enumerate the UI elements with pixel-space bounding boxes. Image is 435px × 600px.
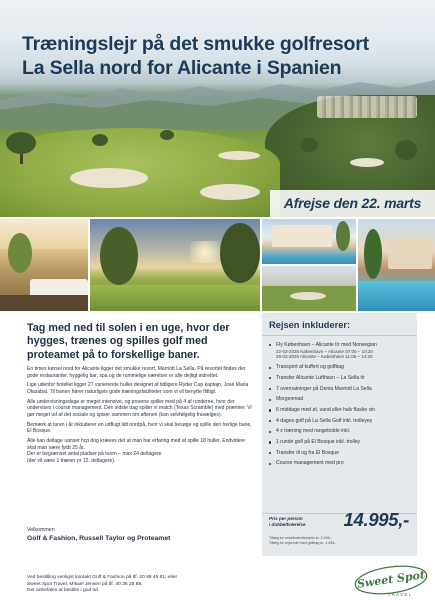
departure-badge: Afrejse den 22. marts (270, 190, 435, 217)
price-label (269, 516, 319, 528)
hotel-pool-photo (262, 219, 356, 264)
inclusion-item: Morgenmad (269, 396, 415, 403)
footer-line: Ved bestilling venligst kontakt Golf & Fashion på tlf. 20 89 45 81, eller (27, 575, 178, 580)
footer-line: Det anbefales at bestille i god tid. (27, 588, 100, 594)
supplement-line: Tillæg for enkeltværelsespris kr. 2.495,- (269, 536, 332, 540)
hero-golf-course-photo (0, 0, 435, 217)
inclusion-item: 7 overnatninger på Denia Marriott La Sella (269, 386, 415, 393)
inclusion-item: 6 middage med øl, vand eller halv flaske vin (269, 407, 415, 414)
signature (27, 527, 252, 543)
inclusion-item (269, 342, 415, 360)
body-paragraph: (der vil være 1 træner pr 12. deltagere). (27, 457, 116, 464)
price: 14.995,- (343, 509, 409, 530)
supplement-notes (269, 536, 409, 546)
body-paragraph: En times kørsel nord for Alicante ligger det smukke resort, Marriott La Sella. På resortet findes der gode restauranter, hyggelig bar, spa og de rummelige værelser er alle dejligt indrettet. (27, 366, 246, 379)
price-label-line: i dobbeltværelse (269, 521, 306, 527)
sunset-fairway-photo (90, 219, 260, 311)
tree (300, 138, 318, 152)
body-text (27, 366, 252, 464)
body-paragraph: Alle kan deltage uanset hcp dog kræves det at man har erfaring med at spille 18 huller. Endvidere skal man være fyldt 25 år. (27, 438, 245, 451)
hotel-photos (262, 219, 356, 311)
logo-wordmark: Sweet Spot (356, 568, 426, 591)
booking-footer (27, 575, 242, 595)
tree (160, 130, 174, 140)
price-label-line: Pris per person (269, 516, 303, 521)
sand-bunker (200, 184, 260, 200)
logo-subtitle: TRAVEL (387, 592, 413, 597)
footer-line: Sweet Spot Travel, Mikael Jensen på tlf. 40 36 28 88. (27, 581, 143, 587)
headline-line-1: Træningslejr på det smukke golfresort (22, 33, 369, 55)
welcome-text: Velkommen (27, 527, 55, 533)
body-paragraph: Der er begrænset antal pladser på turen – max 24 deltagere (27, 451, 162, 458)
restaurant-terrace-photo (0, 219, 88, 311)
golf-green-photo (262, 266, 356, 311)
photo-strip (0, 219, 435, 311)
flight-detail: 29-03-2025 Alicante – København 11:05 – 14:20 (276, 354, 373, 360)
headline-line-2: La Sella nord for Alicante i Spanien (22, 57, 342, 79)
sand-bunker (70, 168, 148, 188)
tree (6, 132, 36, 154)
body-paragraph: Bemærk at turen i år inkluderer en udflugt lidt nordpå, hvor vi skal besøge og spille den herlige bane, El Bosque. (27, 421, 252, 435)
sweet-spot-travel-logo (352, 563, 430, 599)
headline (22, 32, 422, 80)
inclusions-box (262, 313, 417, 556)
inclusions-list (269, 342, 415, 471)
inclusion-item: 4 x træning med rangebolde inkl. (269, 428, 415, 435)
tree (395, 140, 417, 160)
inclusion-item: 4 dages golf på La Sella Golf inkl. trolleyey (269, 418, 415, 425)
inclusion-item: Course management med pro (269, 460, 415, 467)
inclusion-text: Fly København – Alicante t/r med Norwegian (276, 342, 377, 348)
lead-paragraph: Tag med ned til solen i en uge, hvor der hygges, trænes og spilles golf med proteamet på to forskellige baner. (27, 322, 230, 361)
inclusion-item: 1 runde golf på El Bosque inkl. trolley (269, 439, 415, 446)
divider (262, 335, 417, 336)
supplement-line: Tillæg for rejsende med golfbag kr. 1.495,- (269, 540, 337, 545)
inclusion-item: Transfer til og fra El Bosque (269, 450, 415, 457)
inclusion-item: Transfer Alicante Lufthavn – La Sella t/r (269, 375, 415, 382)
organizer-names: Golf & Fashion, Russell Taylor og Proteamet (27, 534, 171, 542)
inclusions-title: Rejsen inkluderer: (269, 320, 351, 330)
inclusion-item: Transport af kuffert og golfbag (269, 364, 415, 371)
hillside-village (317, 96, 417, 118)
sand-bunker (350, 158, 384, 167)
flight-detail: 22-03-2025 København – Alicante 07:00 – 10:20 (276, 348, 373, 354)
tree (92, 134, 108, 146)
body-paragraph: Alle undervisningsdage er meget intensive, og proerne spiller med på 4 af runderne, hvor der undervises i course management. Den sidste dag spiller vi match (Texas Scramble) med præmier. Vi gør meget ud af det sociale og spiser sammen om aftenen (kan selvfølgelig fravælges). (27, 398, 252, 418)
sand-bunker (218, 151, 260, 160)
resort-pool-photo (358, 219, 435, 311)
body-paragraph: Lige udenfor hotellet ligger 27 varierende huller designet af tidligere Ryder Cup kaptajn, José Maria Olazabal. Til banen hører naturligvis gode træningsfaciliteter som vi vil benytte flittigt. (27, 382, 249, 395)
